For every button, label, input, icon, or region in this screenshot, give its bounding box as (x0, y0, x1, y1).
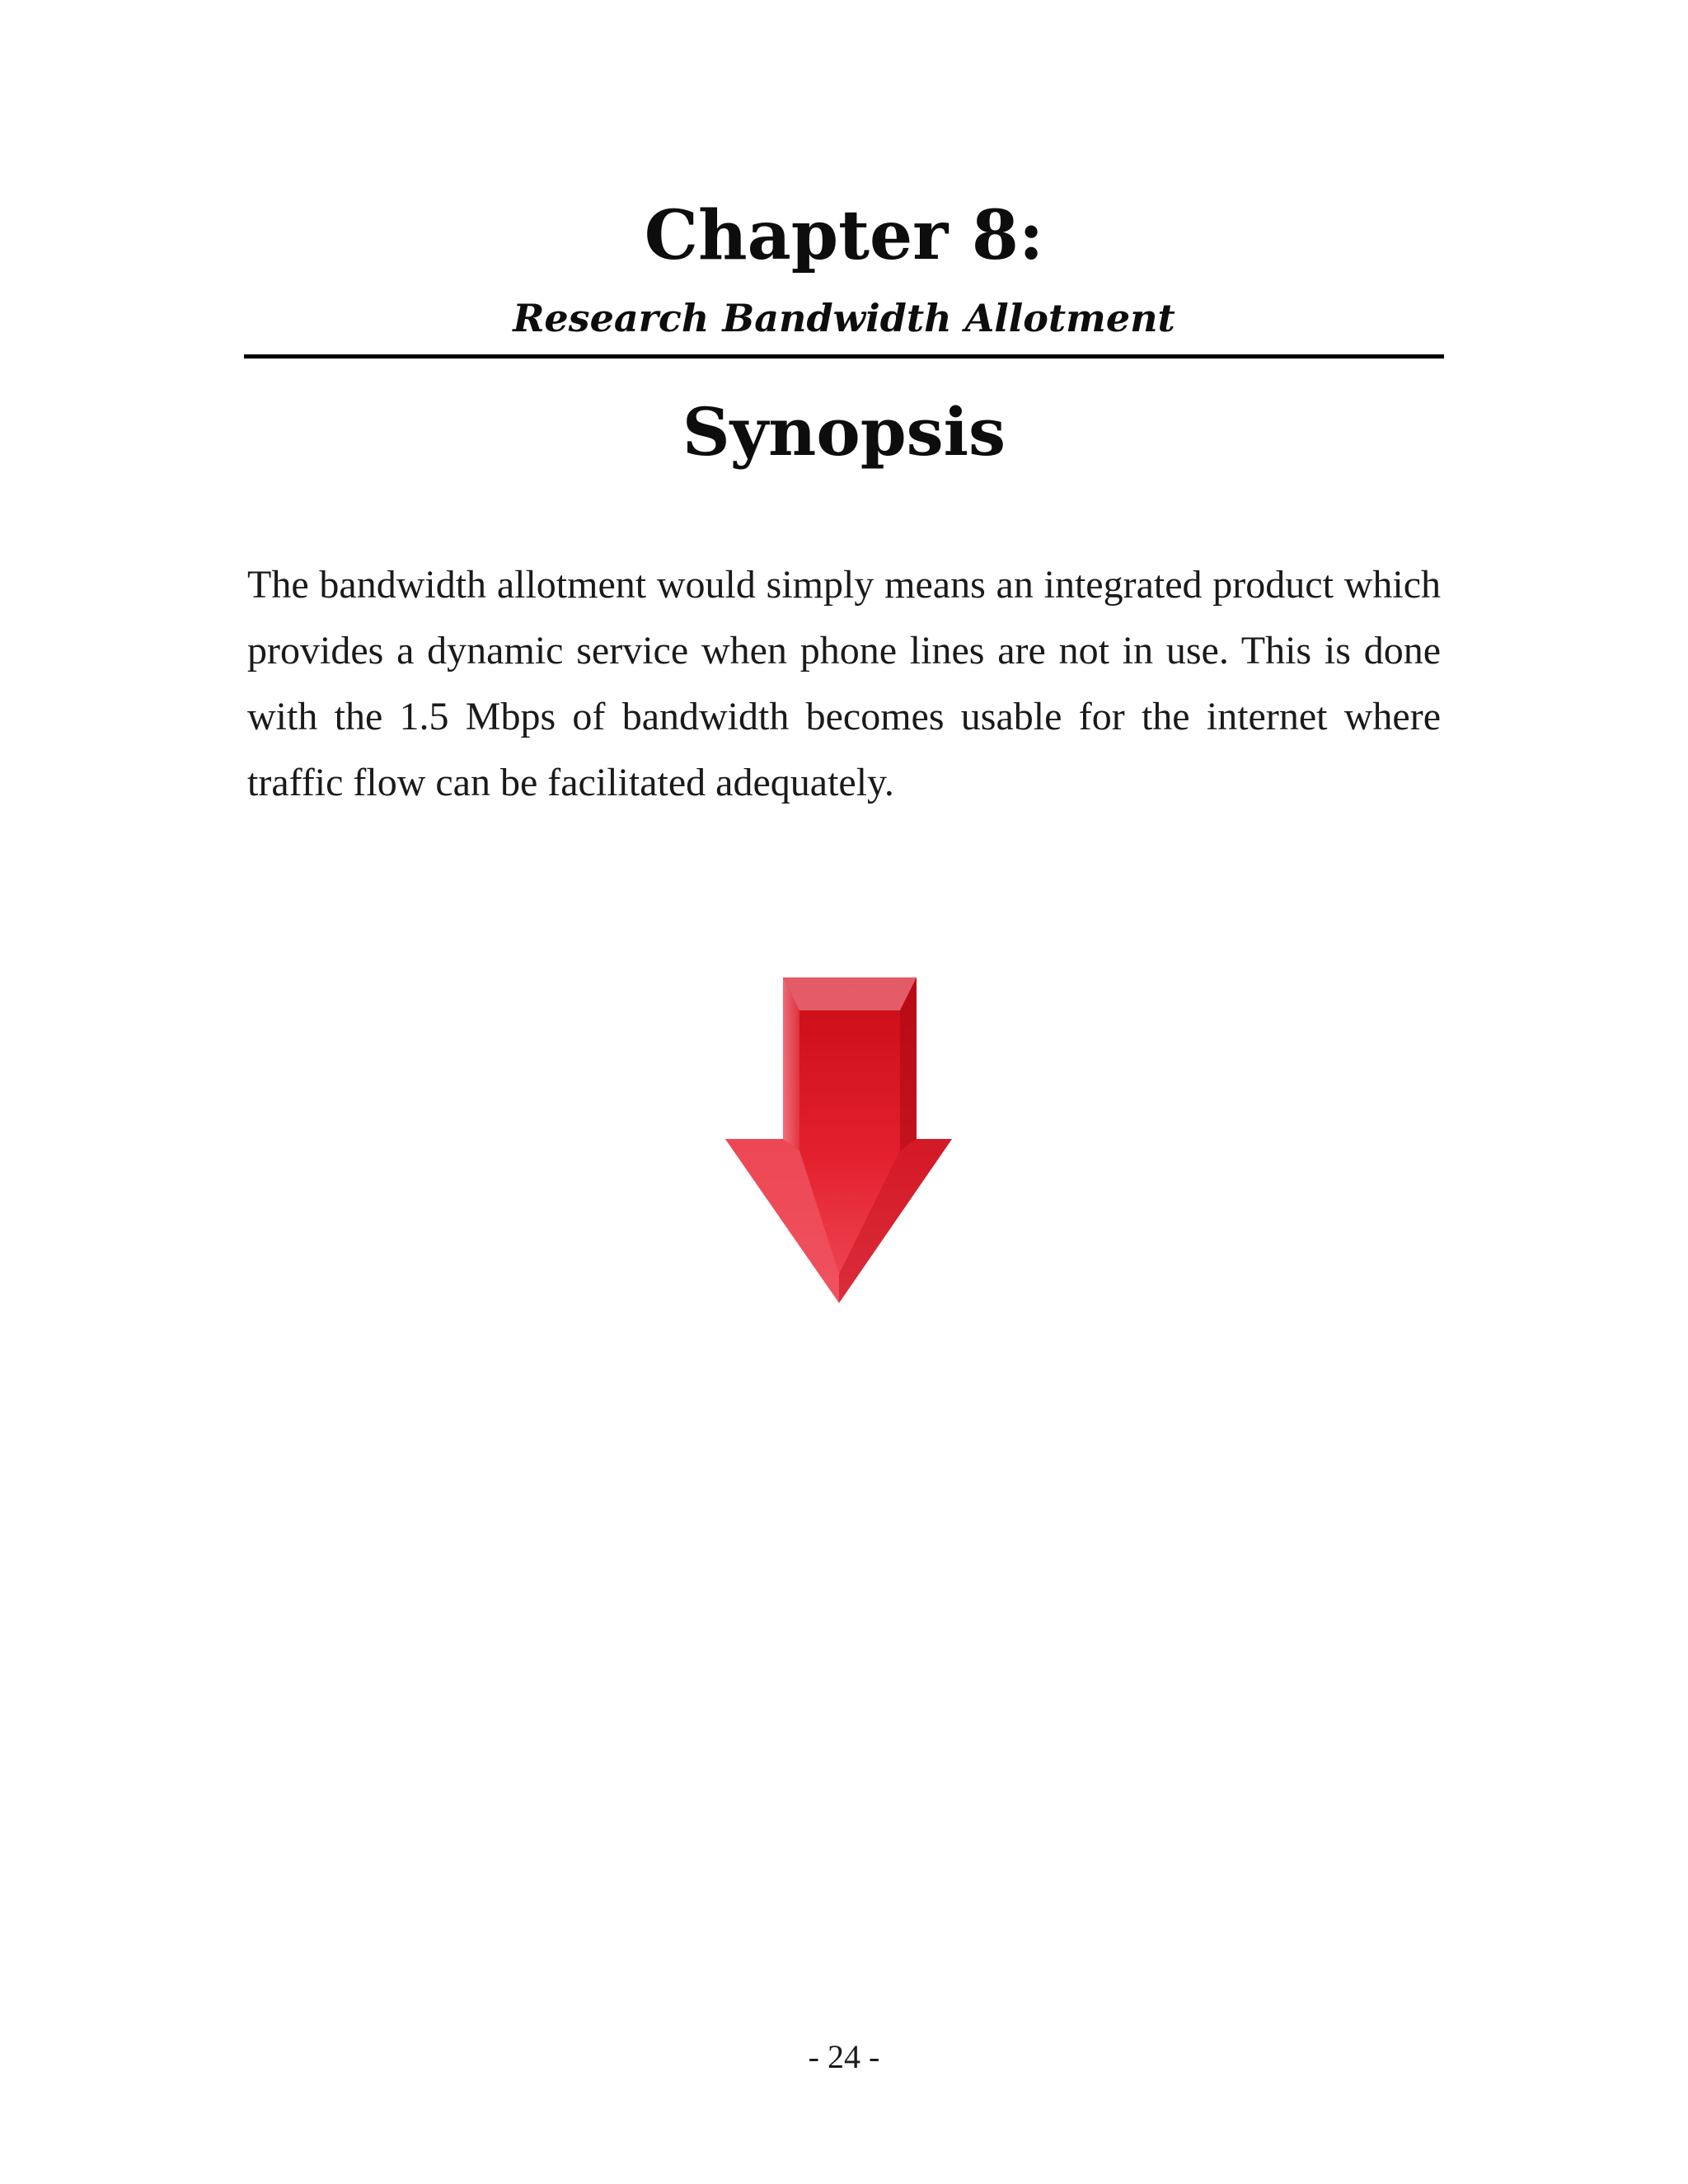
page-number: - 24 - (808, 2038, 880, 2075)
title-divider (244, 354, 1444, 359)
red-down-arrow-icon (725, 977, 952, 1303)
body-paragraph: The bandwidth allotment would simply means an integrated product which provides a dynamic service when phone lines are not in use. This is done with the 1.5 Mbps of bandwidth becomes usable for the internet where traffic flow can be facilitated adequately. (247, 563, 1441, 804)
section-heading: Synopsis (682, 393, 1006, 471)
chapter-title: Chapter 8: (644, 196, 1044, 275)
chapter-subtitle: Research Bandwidth Allotment (513, 296, 1175, 340)
